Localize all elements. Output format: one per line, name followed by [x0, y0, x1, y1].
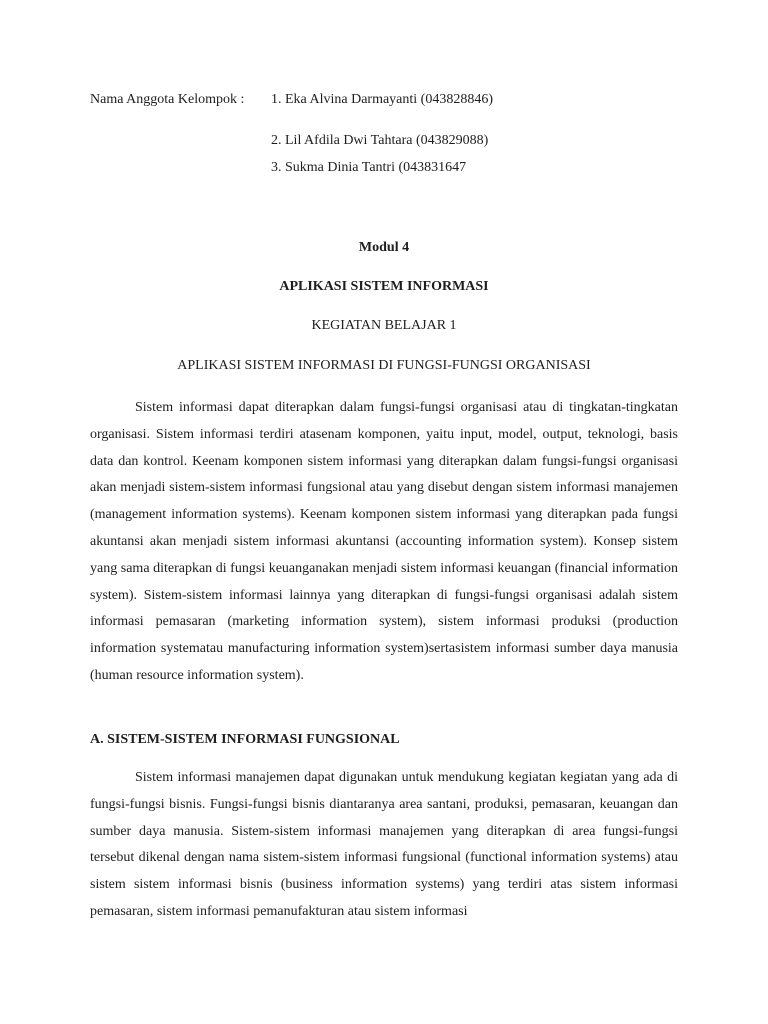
- body-paragraph-2: Sistem informasi manajemen dapat digunakan untuk mendukung kegiatan kegiatan yang ada di fungsi-fungsi bisnis. Fungsi-fungsi bisnis diantaranya area santani, produksi, pemasaran, keuangan dan sumber daya manusia. Sistem-sistem informasi manajemen yang diterapkan di area fungsi-fungsi tersebut dikenal dengan nama sistem-sistem informasi fungsional (functional information systems) atau sistem sistem informasi bisnis (business information systems) yang terdiri atas sistem informasi pemasaran, sistem informasi pemanufakturan atau sistem informasi: [90, 770, 678, 919]
- modul-heading: Modul 4: [358, 240, 410, 255]
- body-paragraph-1: Sistem informasi dapat diterapkan dalam fungsi-fungsi organisasi atau di tingkatan-tingkatan organisasi. Sistem informasi terdiri atasenam komponen, yaitu input, model, output, teknologi, basis data dan kontrol. Keenam komponen sistem informasi yang diterapkan dalam fungsi-fungsi organisasi akan menjadi sistem-sistem informasi fungsional atau yang disebut dengan sistem informasi manajemen (management information systems). Keenam komponen sistem informasi yang diterapkan pada fungsi akuntansi akan menjadi sistem informasi akuntansi (accounting information system). Konsep sistem yang sama diterapkan di fungsi keuanganakan menjadi sistem informasi keuangan (financial information system). Sistem-sistem informasi lainnya yang diterapkan di fungsi-fungsi organisasi adalah sistem informasi pemasaran (marketing information system), sistem informasi produksi (production information systematau manufacturing information system)sertasistem informasi sumber daya manusia (human resource information system).: [90, 400, 678, 683]
- members-label: Nama Anggota Kelompok :: [90, 92, 245, 107]
- section-a-heading: A. SISTEM-SISTEM INFORMASI FUNGSIONAL: [90, 732, 400, 747]
- kegiatan-subtitle: APLIKASI SISTEM INFORMASI DI FUNGSI-FUNGSI ORGANISASI: [177, 358, 591, 373]
- member-item-3: 3. Sukma Dinia Tantri (043831647: [271, 160, 467, 175]
- member-item-2: 2. Lil Afdila Dwi Tahtara (043829088): [271, 133, 489, 148]
- member-item-1: 1. Eka Alvina Darmayanti (043828846): [271, 92, 494, 107]
- page-title: APLIKASI SISTEM INFORMASI: [279, 279, 489, 294]
- kegiatan-heading: KEGIATAN BELAJAR 1: [311, 318, 457, 333]
